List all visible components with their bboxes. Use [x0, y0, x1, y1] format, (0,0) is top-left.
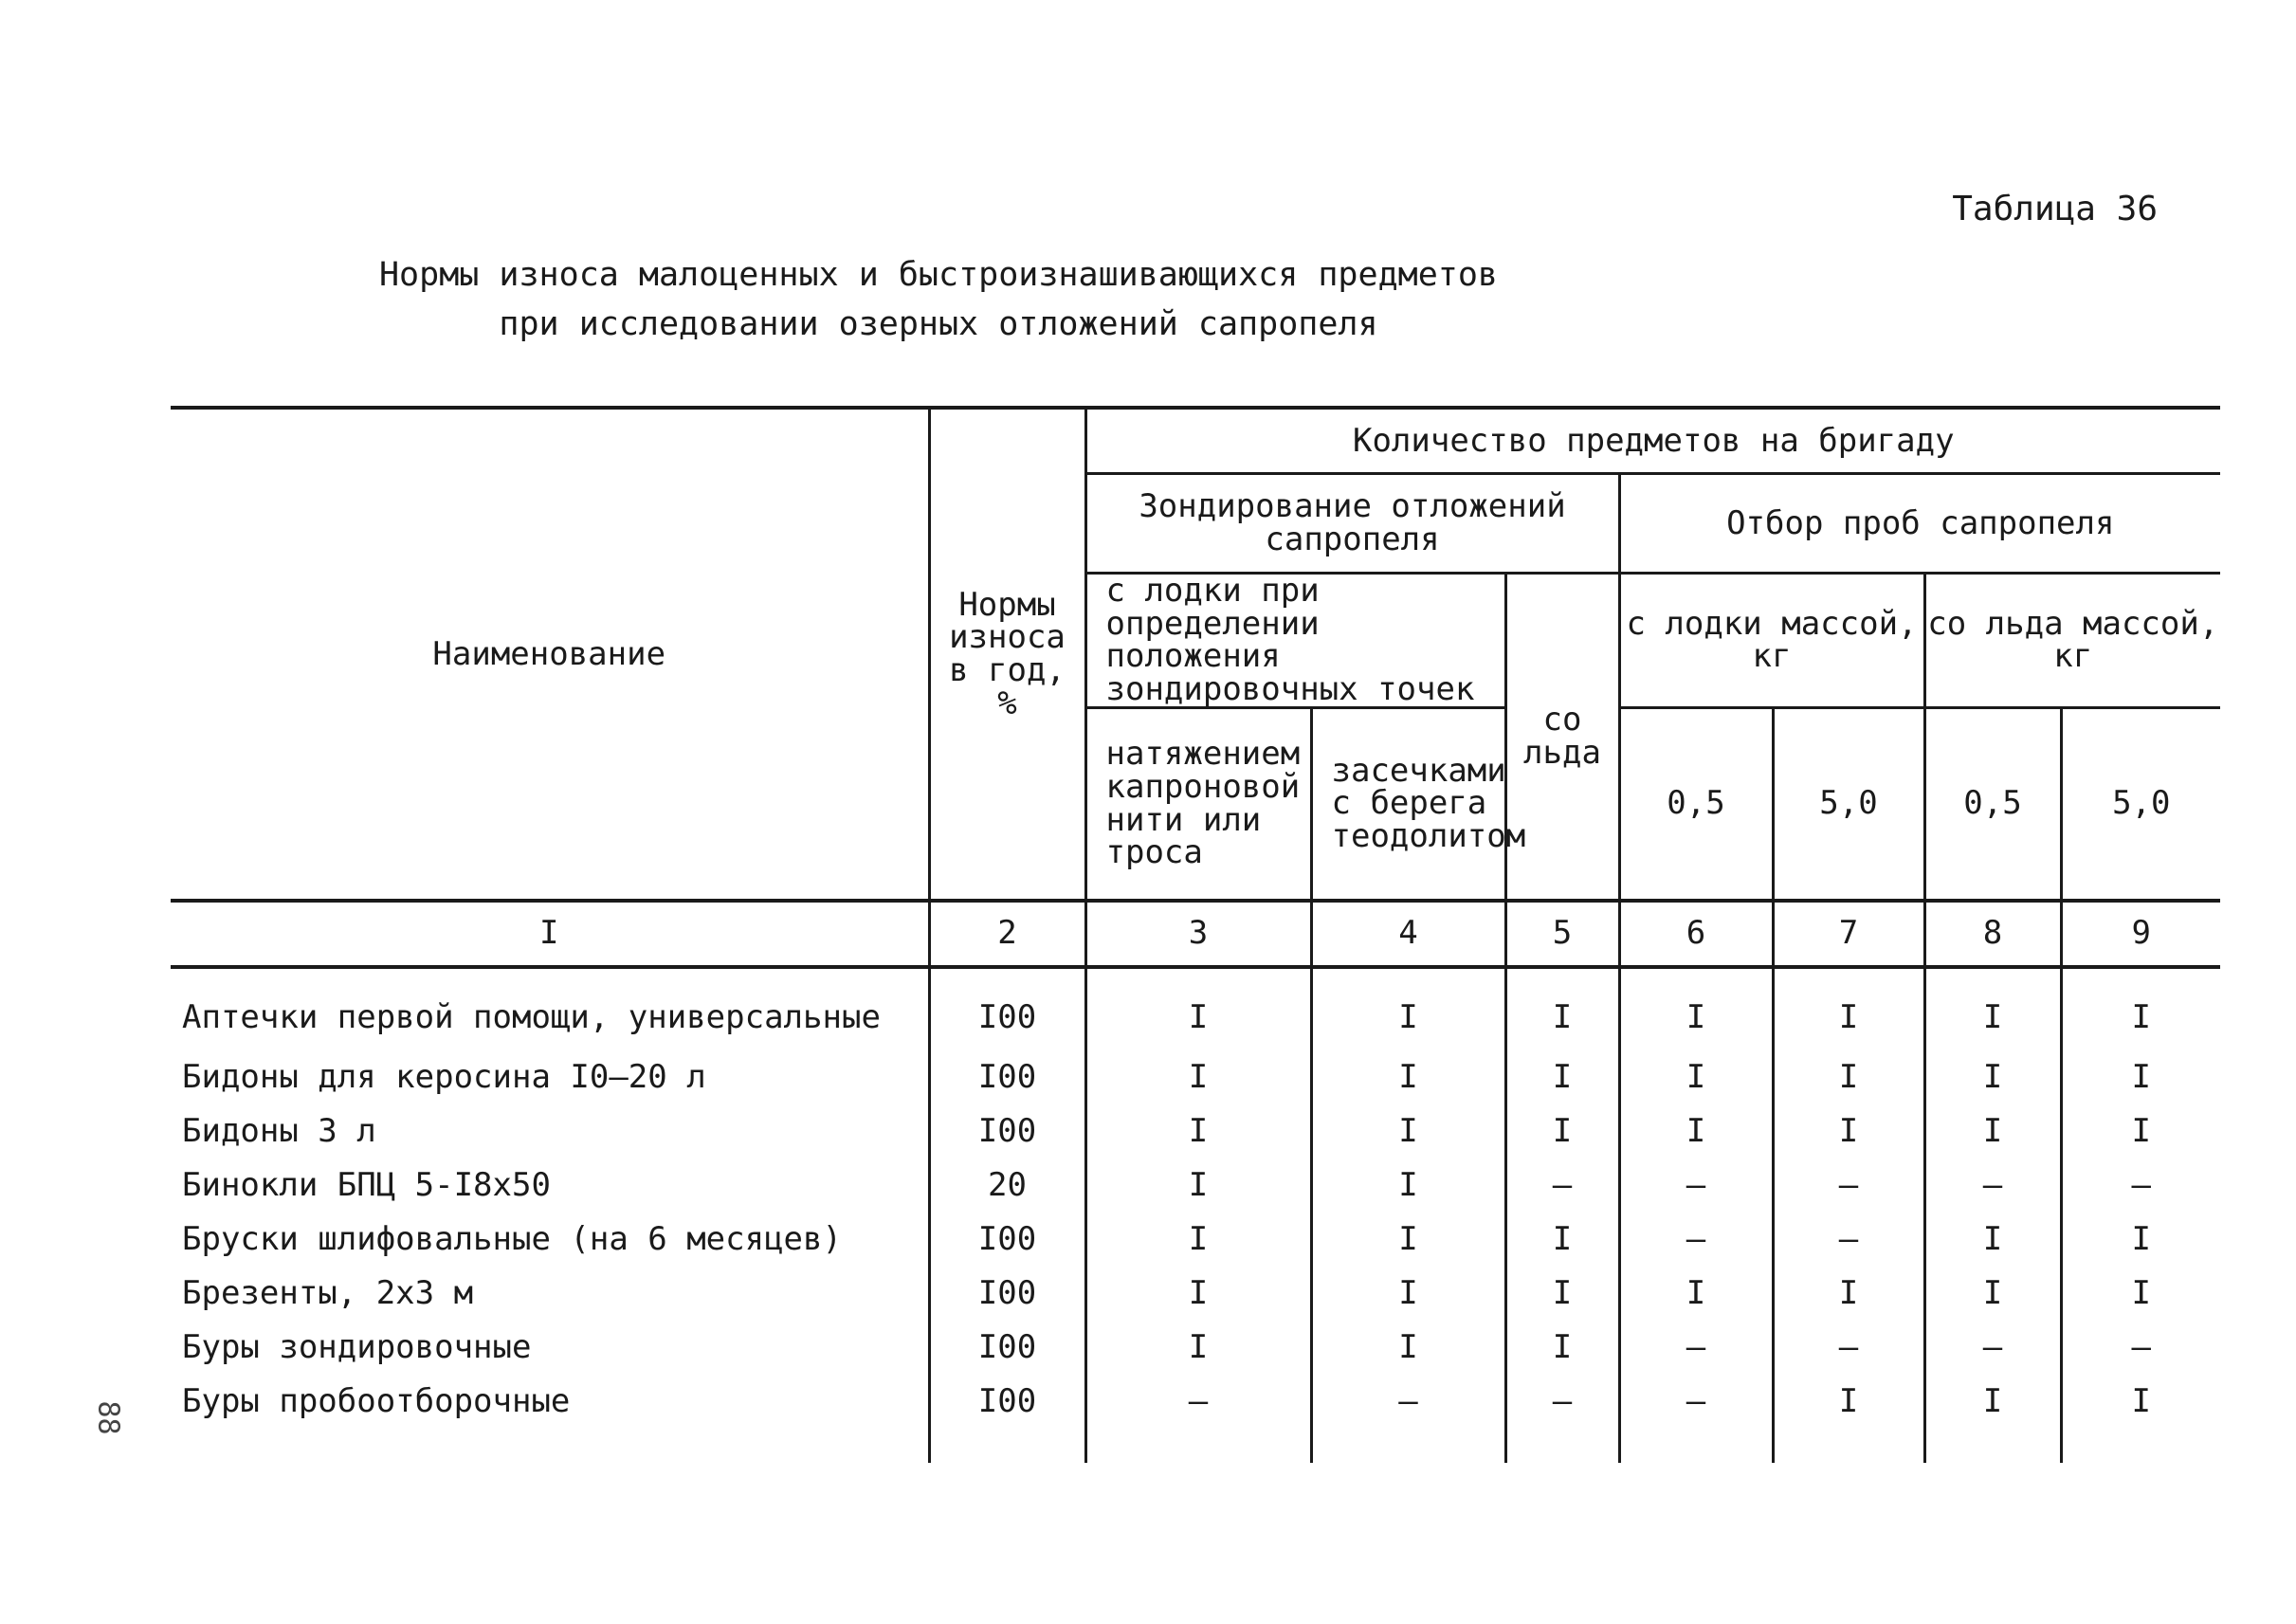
item-qty: I — [1085, 1159, 1311, 1213]
item-qty: I — [1619, 1267, 1773, 1321]
item-qty: I — [1311, 1104, 1505, 1159]
item-qty: I — [1085, 967, 1311, 1050]
item-qty: I — [1085, 1213, 1311, 1267]
item-qty: I — [1085, 1321, 1311, 1375]
header-sampling: Отбор проб сапропеля — [1619, 474, 2220, 574]
item-qty: – — [2061, 1159, 2220, 1213]
header-ice-mass: со льда массой, кг — [1924, 574, 2220, 708]
header-name: Наименование — [171, 408, 929, 901]
item-qty: I — [2061, 1213, 2220, 1267]
table-row — [171, 1104, 2220, 1159]
table-label: Таблица 36 — [1952, 190, 2158, 228]
item-qty: I — [2061, 1104, 2220, 1159]
item-name: Брезенты, 2х3 м — [182, 1273, 474, 1312]
header-boat-mass: с лодки массой, кг — [1619, 574, 1924, 708]
header-from-ice: со льда — [1505, 574, 1619, 901]
item-name: Бруски шлифовальные (на 6 месяцев) — [182, 1219, 842, 1258]
item-qty: – — [1619, 1159, 1773, 1213]
item-qty: I — [1773, 1104, 1924, 1159]
item-qty: I — [1311, 1159, 1505, 1213]
header-from-boat-points: с лодки при определении положения зондировочных точек — [1085, 574, 1505, 708]
table-row — [171, 1159, 2220, 1213]
header-sounding: Зондирование отложений сапропеля — [1085, 474, 1619, 574]
column-number: 9 — [2061, 901, 2220, 967]
item-qty: I — [1773, 967, 1924, 1050]
item-name: Буры пробоотборочные — [182, 1381, 571, 1420]
header-mass-boat-5-0: 5,0 — [1773, 707, 1924, 901]
item-qty: I — [1085, 1267, 1311, 1321]
item-qty: I — [1505, 1104, 1619, 1159]
item-qty: – — [1311, 1375, 1505, 1429]
table-row — [171, 1267, 2220, 1321]
page-number: 88 — [91, 1400, 125, 1435]
item-qty: I — [1505, 1050, 1619, 1104]
item-norm: I00 — [929, 1375, 1085, 1429]
column-number: I — [171, 901, 929, 967]
item-norm: I00 — [929, 1321, 1085, 1375]
table-title-line-1: Нормы износа малоценных и быстроизнашивающихся предметов — [378, 256, 1499, 294]
item-qty: – — [1773, 1321, 1924, 1375]
item-name: Аптечки первой помощи, универсальные — [182, 998, 881, 1037]
column-number: 8 — [1924, 901, 2061, 967]
item-qty: I — [1085, 1104, 1311, 1159]
item-qty: I — [2061, 1267, 2220, 1321]
table-row — [171, 967, 2220, 1050]
table-row — [171, 1213, 2220, 1267]
item-qty: I — [1311, 1213, 1505, 1267]
column-number-row — [171, 901, 2220, 967]
item-qty: I — [1619, 1104, 1773, 1159]
item-qty: I — [1924, 1050, 2061, 1104]
item-qty: – — [1505, 1375, 1619, 1429]
header-mass-ice-5-0: 5,0 — [2061, 707, 2220, 901]
item-qty: I — [1085, 1050, 1311, 1104]
header-mass-ice-0-5: 0,5 — [1924, 707, 2061, 901]
table-row — [171, 1321, 2220, 1375]
item-norm: 20 — [929, 1159, 1085, 1213]
column-number: 7 — [1773, 901, 1924, 967]
column-number: 6 — [1619, 901, 1773, 967]
item-qty: – — [1619, 1321, 1773, 1375]
item-norm: I00 — [929, 1213, 1085, 1267]
item-qty: I — [2061, 1375, 2220, 1429]
item-qty: I — [1619, 1050, 1773, 1104]
item-norm: I00 — [929, 1050, 1085, 1104]
item-qty: I — [1311, 1050, 1505, 1104]
item-qty: I — [2061, 1050, 2220, 1104]
item-qty: – — [1773, 1159, 1924, 1213]
item-qty: I — [1311, 1267, 1505, 1321]
item-qty: I — [1311, 967, 1505, 1050]
norms-table — [171, 406, 2220, 1463]
table-row — [171, 1375, 2220, 1429]
column-number: 4 — [1311, 901, 1505, 967]
column-number: 3 — [1085, 901, 1311, 967]
header-norm: Нормы износа в год, % — [929, 408, 1085, 901]
item-qty: – — [1619, 1375, 1773, 1429]
item-qty: I — [1505, 1213, 1619, 1267]
item-norm: I00 — [929, 1267, 1085, 1321]
item-qty: I — [1505, 967, 1619, 1050]
item-qty: – — [1924, 1159, 2061, 1213]
item-qty: – — [1619, 1213, 1773, 1267]
item-norm: I00 — [929, 1104, 1085, 1159]
item-qty: I — [1924, 1213, 2061, 1267]
table-row-tail — [171, 1429, 2220, 1463]
item-name: Буры зондировочные — [182, 1327, 532, 1366]
item-qty: I — [1924, 1375, 2061, 1429]
item-name: Бидоны для керосина I0–20 л — [182, 1057, 706, 1096]
item-qty: I — [1505, 1321, 1619, 1375]
header-quantity: Количество предметов на бригаду — [1085, 408, 2220, 474]
item-qty: I — [1773, 1267, 1924, 1321]
item-qty: I — [1311, 1321, 1505, 1375]
header-mass-boat-0-5: 0,5 — [1619, 707, 1773, 901]
item-qty: – — [1085, 1375, 1311, 1429]
item-qty: – — [1505, 1159, 1619, 1213]
item-qty: I — [1924, 1104, 2061, 1159]
item-qty: I — [1924, 1267, 2061, 1321]
table-title-line-2: при исследовании озерных отложений сапропеля — [499, 305, 1378, 343]
item-qty: I — [1773, 1050, 1924, 1104]
item-qty: I — [2061, 967, 2220, 1050]
column-number: 5 — [1505, 901, 1619, 967]
header-by-rope: натяжением капроновой нити или троса — [1085, 707, 1311, 901]
header-by-theodolite: засечками с берега теодолитом — [1311, 707, 1505, 901]
item-qty: – — [1773, 1213, 1924, 1267]
item-qty: I — [1505, 1267, 1619, 1321]
item-name: Бидоны 3 л — [182, 1111, 376, 1150]
column-number: 2 — [929, 901, 1085, 967]
item-qty: – — [1924, 1321, 2061, 1375]
item-qty: I — [1924, 967, 2061, 1050]
table-row — [171, 1050, 2220, 1104]
item-name: Бинокли БПЦ 5-I8х50 — [182, 1165, 551, 1204]
item-qty: I — [1773, 1375, 1924, 1429]
item-norm: I00 — [929, 967, 1085, 1050]
item-qty: – — [2061, 1321, 2220, 1375]
item-qty: I — [1619, 967, 1773, 1050]
